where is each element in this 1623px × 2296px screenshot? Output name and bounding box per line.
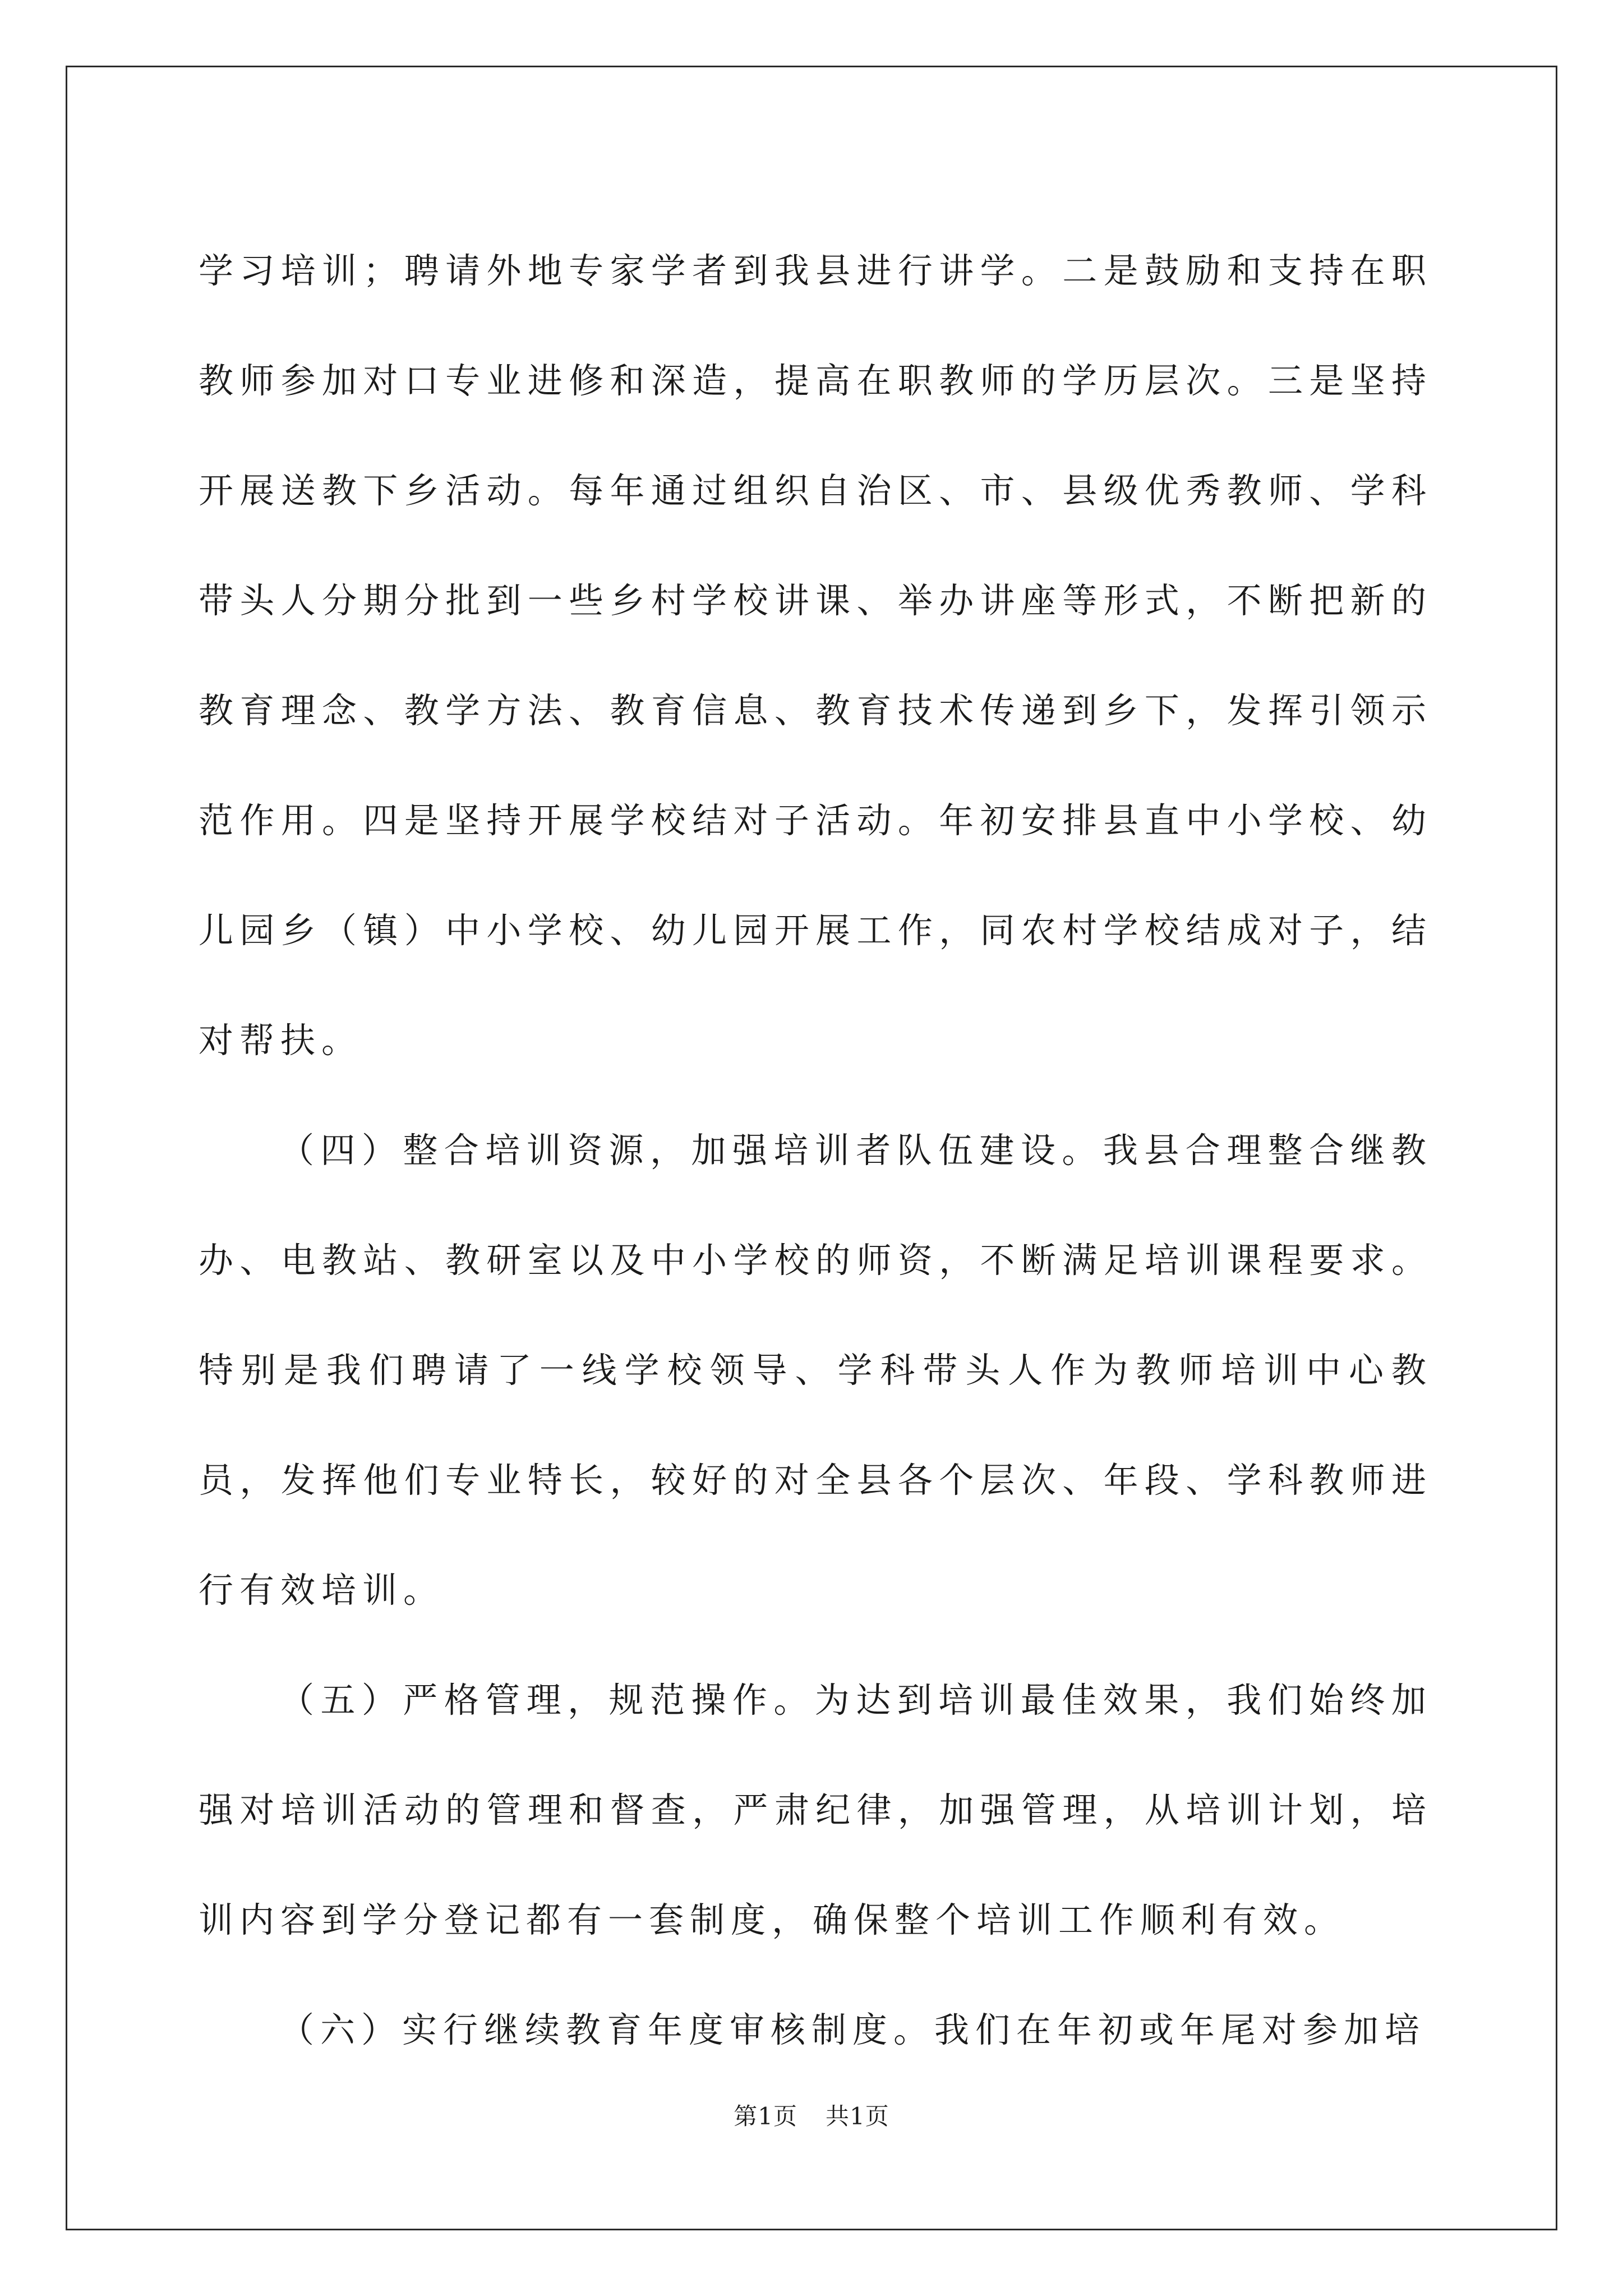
- page-footer: [0, 2098, 1623, 2132]
- page-number: 第1页: [734, 2102, 797, 2130]
- paragraph-2: （四）整合培训资源，加强培训者队伍建设。我县合理整合继教办、电教站、教研室以及中小学校的师资，不断满足培训课程要求。特别是我们聘请了一线学校领导、学科带头人作为教师培训中心教员，发挥他们专业特长，较好的对全县各个层次、年段、学科教师进行有效培训。: [199, 1130, 1432, 1611]
- paragraph-1: 学习培训；聘请外地专家学者到我县进行讲学。二是鼓励和支持在职教师参加对口专业进修和深造，提高在职教师的学历层次。三是坚持开展送教下乡活动。每年通过组织自治区、市、县级优秀教师、学科带头人分期分批到一些乡村学校讲课、举办讲座等形式，不断把新的教育理念、教学方法、教育信息、教育技术传递到乡下，发挥引领示范作用。四是坚持开展学校结对子活动。年初安排县直中小学校、幼儿园乡（镇）中小学校、幼儿园开展工作，同农村学校结成对子，结对帮扶。: [199, 250, 1432, 1061]
- paragraph-3: （五）严格管理，规范操作。为达到培训最佳效果，我们始终加强对培训活动的管理和督查，严肃纪律，加强管理，从培训计划，培训内容到学分登记都有一套制度，确保整个培训工作顺利有效。: [199, 1680, 1432, 1940]
- page-total: 共1页: [826, 2102, 889, 2130]
- paragraph-4: （六）实行继续教育年度审核制度。我们在年初或年尾对参加培: [279, 2009, 1426, 2050]
- document-body: [199, 216, 1432, 2085]
